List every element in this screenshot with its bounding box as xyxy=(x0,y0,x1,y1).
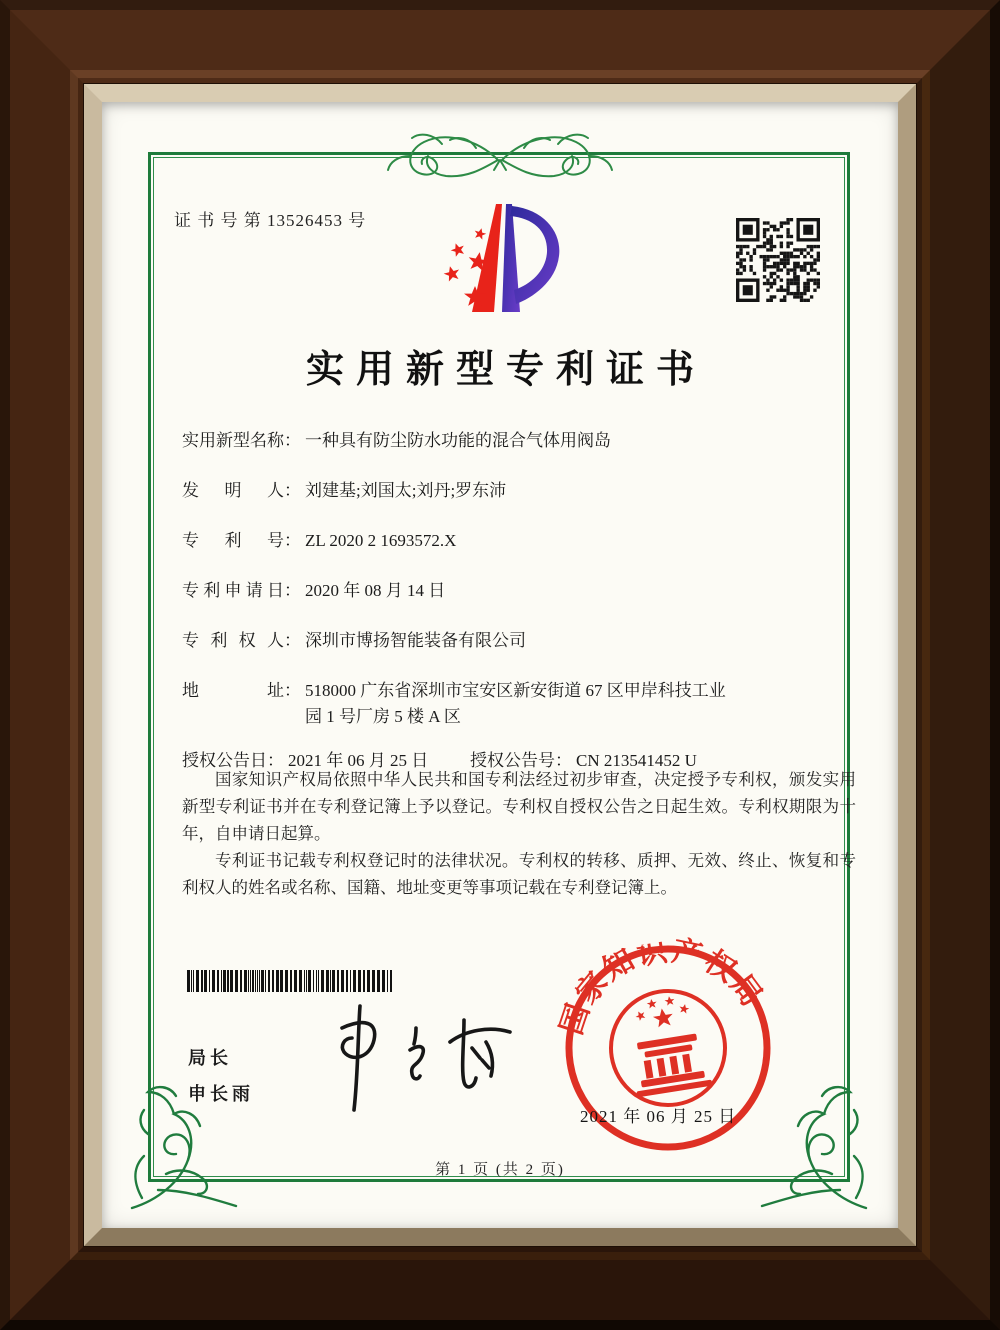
field-value: ZL 2020 2 1693572.X xyxy=(305,531,457,550)
director-signature-icon xyxy=(314,998,524,1118)
field-grant-number: 授权公告号 ： CN 213541452 U xyxy=(470,751,697,770)
signer-title: 局长 xyxy=(188,1048,232,1068)
field-value: 2020 年 08 月 14 日 xyxy=(305,581,446,600)
signer-block xyxy=(188,1040,254,1112)
field-value: 一种具有防尘防水功能的混合气体用阀岛 xyxy=(305,431,611,450)
official-seal-icon xyxy=(547,927,790,1170)
field-label: 地址 xyxy=(182,681,284,700)
field-grant-date: 授权公告日 ： 2021 年 06 月 25 日 xyxy=(182,751,429,770)
field-label: 专利权人 xyxy=(182,631,284,650)
barcode-icon xyxy=(187,970,397,992)
certificate-content xyxy=(102,102,898,1228)
address-line-2: 园 1 号厂房 5 楼 A 区 xyxy=(305,707,461,726)
field-value xyxy=(305,678,858,730)
field-patent-number: 专利号 ： ZL 2020 2 1693572.X xyxy=(182,528,858,554)
field-label: 专利号 xyxy=(182,531,284,550)
qr-code-icon xyxy=(736,218,820,302)
seal-date: 2021 年 06 月 25 日 xyxy=(580,1107,737,1126)
legal-paragraph-2: 专利证书记载专利权登记时的法律状况。专利权的转移、质押、无效、终止、恢复和专利权人的姓名或名称、国籍、地址变更等事项记载在专利登记簿上。 xyxy=(182,851,856,897)
certificate-number: 证 书 号 第 13526453 号 xyxy=(174,211,367,230)
field-label: 实用新型名称 xyxy=(182,431,284,450)
field-filing-date: 专利申请日 ： 2020 年 08 月 14 日 xyxy=(182,578,858,604)
field-value: 深圳市博扬智能装备有限公司 xyxy=(305,631,526,650)
page-footer: 第 1 页 (共 2 页) xyxy=(435,1162,565,1178)
fields-block xyxy=(182,428,858,774)
signer-name: 申长雨 xyxy=(188,1084,254,1104)
legal-text xyxy=(182,766,856,901)
certificate-title: 实用新型专利证书 xyxy=(305,349,706,391)
field-patentee: 专利权人 ： 深圳市博扬智能装备有限公司 xyxy=(182,628,858,654)
field-utility-model-name: 实用新型名称 ： 一种具有防尘防水功能的混合气体用阀岛 xyxy=(182,428,858,454)
field-label: 发明人 xyxy=(182,481,284,500)
certificate-sheet xyxy=(102,102,898,1228)
address-line-1: 518000 广东省深圳市宝安区新安街道 67 区甲岸科技工业 xyxy=(305,681,726,700)
field-inventors: 发明人 ： 刘建基;刘国太;刘丹;罗东沛 xyxy=(182,478,858,504)
seal-ring-text: 国家知识产权局 xyxy=(554,934,770,1039)
patent-office-logo-icon xyxy=(428,194,564,322)
field-address: 地址 ： 518000 广东省深圳市宝安区新安街道 67 区甲岸科技工业 园 1 号厂房 5 楼 A 区 xyxy=(182,678,858,730)
legal-paragraph-1: 国家知识产权局依照中华人民共和国专利法经过初步审查，决定授予专利权，颁发实用新型专利证书并在专利登记簿上予以登记。专利权自授权公告之日起生效。专利权期限为十年，自申请日起算。 xyxy=(182,770,856,843)
field-value: 刘建基;刘国太;刘丹;罗东沛 xyxy=(305,481,507,500)
field-label: 专利申请日 xyxy=(182,581,284,600)
